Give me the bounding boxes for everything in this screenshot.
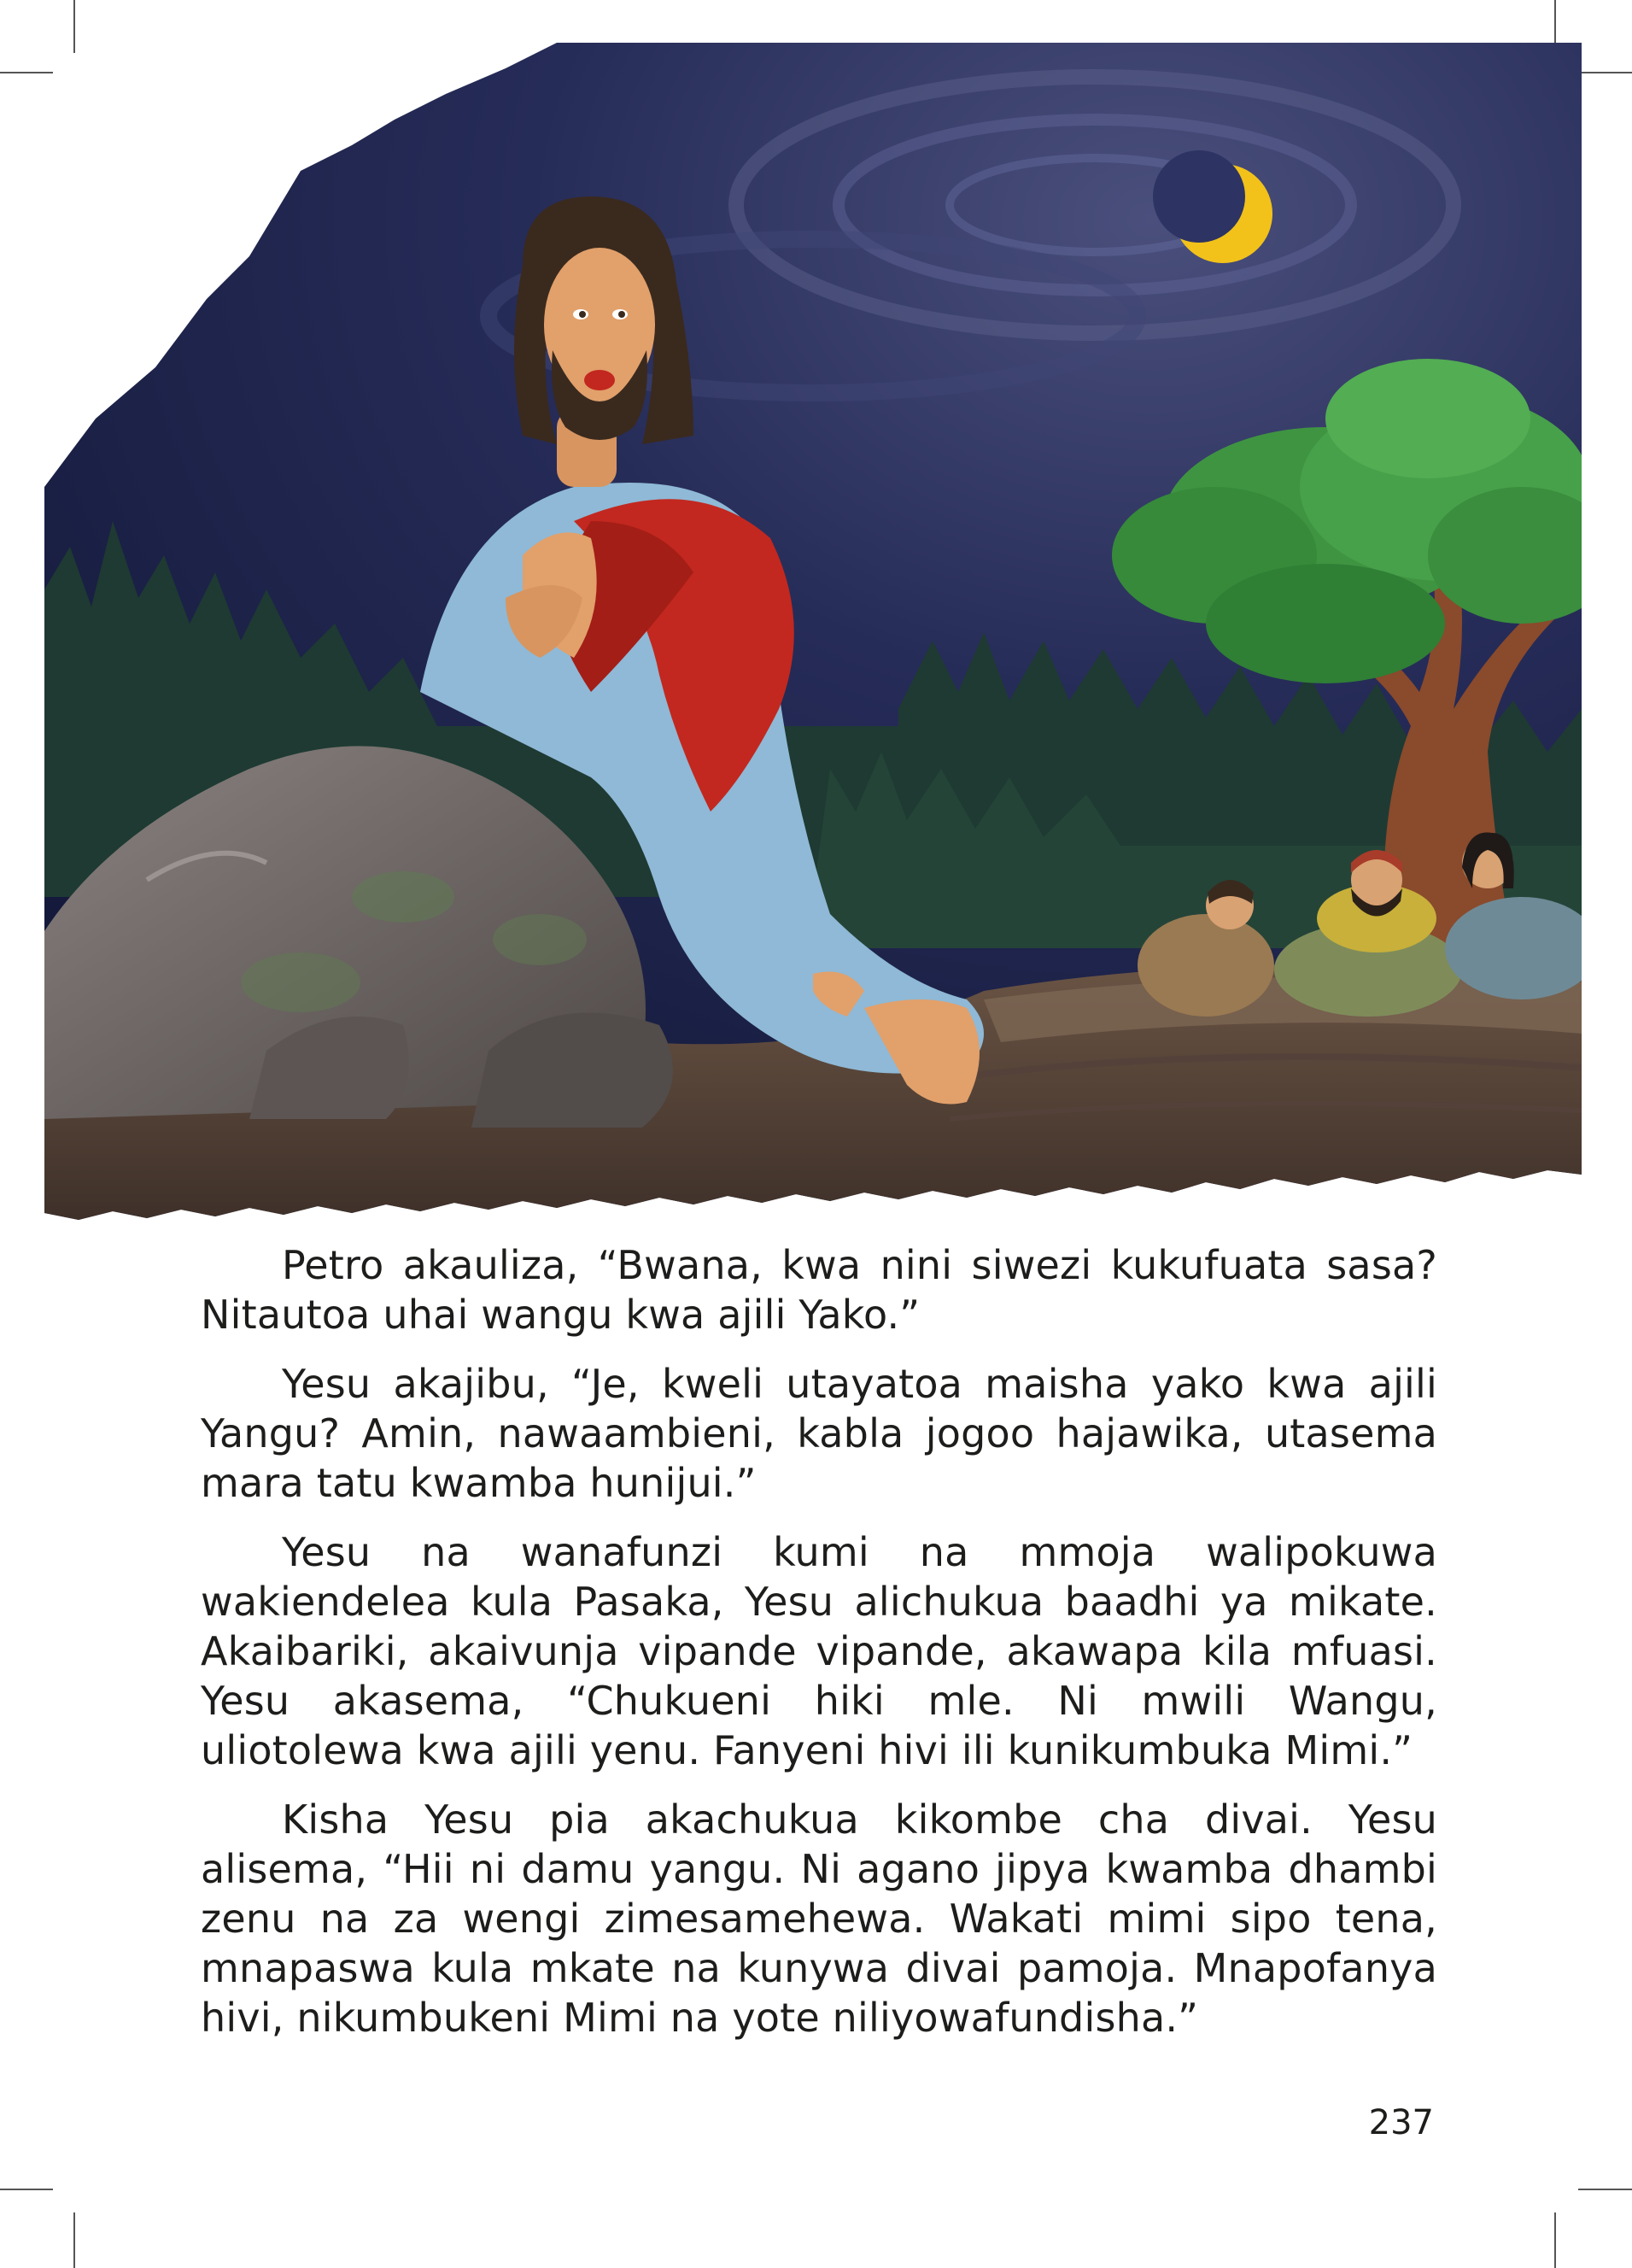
- paragraph-1: Petro akauliza, “Bwana, kwa nini siwezi kukufuata sasa? Nitautoa uhai wangu kwa ajili Yako.”: [201, 1242, 1437, 1338]
- crop-mark-bottom-left-v: [73, 2212, 75, 2268]
- paragraph-3: Yesu na wanafunzi kumi na mmoja walipokuwa wakiendelea kula Pasaka, Yesu alichukua baadhi ya mikate. Akaibariki, akaivunja vipande vipande, akawapa kila mfuasi. Yesu akasema, “Chukueni hiki mle. Ni mwili Wangu, uliotolewa kwa ajili yenu. Fanyeni hivi ili kunikumbuka Mimi.”: [201, 1529, 1437, 1773]
- story-text: [201, 1240, 1437, 2062]
- gethsemane-illustration: [44, 43, 1582, 1222]
- paragraph-4: Kisha Yesu pia akachukua kikombe cha divai. Yesu alisema, “Hii ni damu yangu. Ni agano jipya kwamba dhambi zenu na za wengi zimesamehewa. Wakati mimi sipo tena, mnapaswa kula mkate na kunywa divai pamoja. Mnapofanya hivi, nikumbukeni Mimi na yote niliyowafundisha.”: [201, 1796, 1437, 2041]
- crop-mark-bottom-right-h: [1578, 2189, 1632, 2190]
- page-number: 237: [1368, 2103, 1434, 2142]
- crop-mark-top-right-h: [1578, 72, 1632, 73]
- crop-mark-bottom-left-h: [0, 2189, 53, 2190]
- paragraph-2: Yesu akajibu, “Je, kweli utayatoa maisha yako kwa ajili Yangu? Amin, nawaambieni, kabla jogoo hajawika, utasema mara tatu kwamba hunijui.”: [201, 1361, 1437, 1506]
- crop-mark-bottom-right-v: [1554, 2212, 1556, 2268]
